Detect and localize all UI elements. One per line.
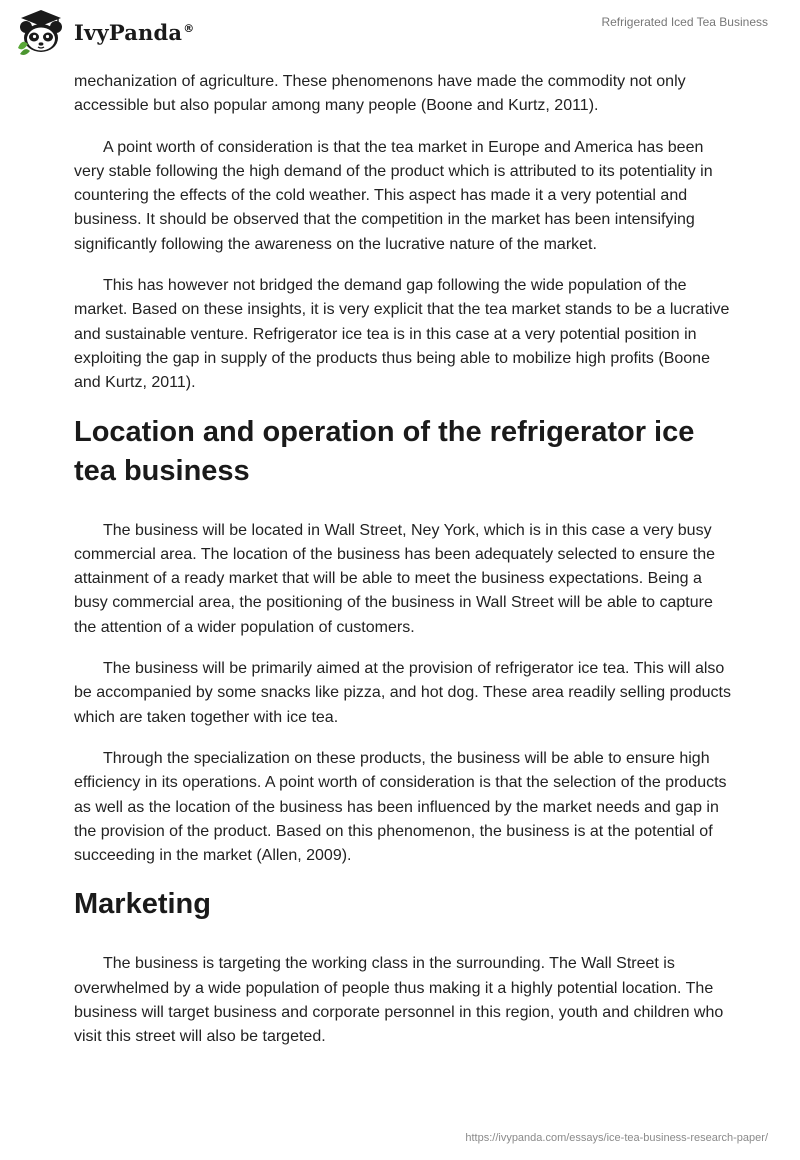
paragraph: The business is targeting the working class in the surrounding. The Wall Street is overwhelmed by a wide population of people thus making it a highly potential location. The business will target business and corporate personnel in this region, youth and children who visit this street will also be targeted. bbox=[74, 955, 724, 1046]
section-heading-marketing: Marketing bbox=[74, 888, 211, 921]
page-header bbox=[0, 0, 800, 70]
source-url-link[interactable]: https://ivypanda.com/essays/ice-tea-business-research-paper/ bbox=[465, 1132, 768, 1144]
paragraph: mechanization of agriculture. These phenomenons have made the commodity not only accessible but also popular among many people (Boone and Kurtz, 2011). bbox=[74, 73, 686, 115]
paragraph: Through the specialization on these products, the business will be able to ensure high efficiency in its operations. A point worth of consideration is that the selection of the products as well as the location of the business has been influenced by the market needs and gap in the provision of the product. Based on this phenomenon, the business is at the potential of succeeding in the market (Allen, 2009). bbox=[74, 749, 727, 865]
section-heading-location: Location and operation of the refrigerator ice tea business bbox=[74, 415, 695, 487]
ivypanda-logo[interactable] bbox=[14, 8, 194, 56]
logo-wordmark: IvyPanda® bbox=[74, 19, 195, 45]
paragraph: A point worth of consideration is that the tea market in Europe and America has been very stable following the high demand of the product which is attributed to its potentiality in countering the effects of the cold weather. This aspect has made it a very potential and business. It should be observed that the competition in the market has been intensifying significantly following the awareness on the lucrative nature of the market. bbox=[74, 138, 713, 253]
essay-content bbox=[74, 70, 734, 1067]
paragraph: This has however not bridged the demand gap following the wide population of the market. Based on these insights, it is very explicit that the tea market stands to be a lucrative and sustainable venture. Refrigerator ice tea is in this case at a very potential position in exploiting the gap in supply of the products thus being able to mobilize high profits (Boone and Kurtz, 2011). bbox=[74, 277, 730, 392]
paragraph: The business will be primarily aimed at the provision of refrigerator ice tea. This will also be accompanied by some snacks like pizza, and hot dog. These area readily selling products which are taken together with ice tea. bbox=[74, 660, 731, 726]
running-title: Refrigerated Iced Tea Business bbox=[601, 15, 768, 29]
paragraph: The business will be located in Wall Street, Ney York, which is in this case a very busy commercial area. The location of the business has been adequately selected to ensure the attainment of a ready market that will be able to meet the business expectations. Being a busy commercial area, the positioning of the business in Wall Street will be able to capture the attention of a wider population of customers. bbox=[74, 521, 715, 636]
panda-graduate-icon bbox=[14, 8, 68, 56]
